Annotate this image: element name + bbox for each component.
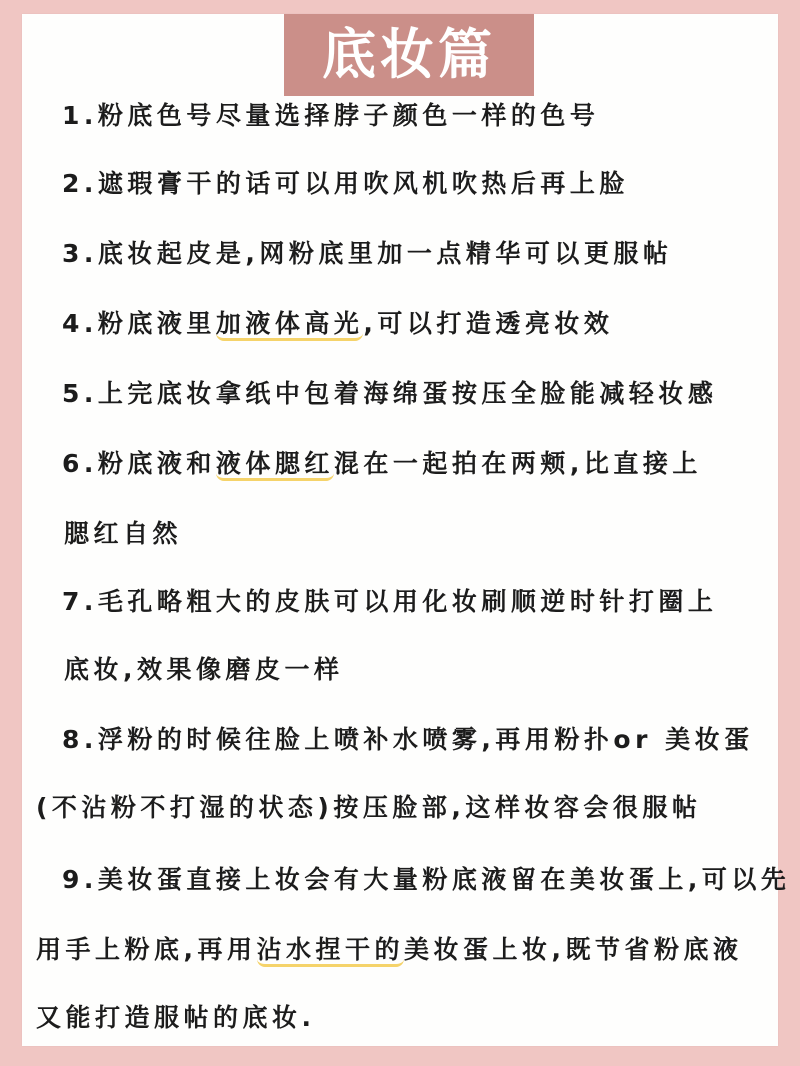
- tip-line-3: 3.底妆起皮是,网粉底里加一点精华可以更服帖: [62, 239, 673, 268]
- tip-line-9-final: 又能打造服帖的底妆.: [36, 1003, 316, 1032]
- tip-line-8-continued: (不沾粉不打湿的状态)按压脸部,这样妆容会很服帖: [36, 793, 702, 822]
- tip-line-6-start: 6.粉底液和: [62, 449, 216, 478]
- tip-line-2: 2.遮瑕膏干的话可以用吹风机吹热后再上脸: [62, 169, 629, 198]
- tip-line-4: [62, 304, 613, 344]
- tip-line-6: [62, 444, 702, 484]
- tip-line-9-start: 用手上粉底,再用: [36, 935, 257, 964]
- tip-line-9-highlight: 沾水捏干的: [257, 935, 405, 967]
- tip-line-7: 7.毛孔略粗大的皮肤可以用化妆刷顺逆时针打圈上: [62, 587, 718, 616]
- tip-line-6-end: 混在一起拍在两颊,比直接上: [333, 449, 702, 478]
- tip-line-7-continued: 底妆,效果像磨皮一样: [64, 655, 344, 684]
- tip-line-8: 8.浮粉的时候往脸上喷补水喷雾,再用粉扑or 美妆蛋: [62, 725, 754, 754]
- tip-line-6-continued: 腮红自然: [64, 519, 183, 548]
- tip-line-6-highlight: 液体腮红: [216, 449, 334, 481]
- tip-line-4-start: 4.粉底液里: [62, 309, 216, 338]
- tip-line-4-end: ,可以打造透亮妆效: [363, 309, 614, 338]
- page-title: 底妆篇: [322, 23, 496, 86]
- tip-line-5: 5.上完底妆拿纸中包着海绵蛋按压全脸能减轻妆感: [62, 379, 718, 408]
- tip-line-9: 9.美妆蛋直接上妆会有大量粉底液留在美妆蛋上,可以先: [62, 865, 791, 894]
- document-page: [22, 14, 791, 1046]
- tip-line-4-highlight: 加液体高光: [216, 309, 364, 341]
- tip-line-9-end: 美妆蛋上妆,既节省粉底液: [404, 935, 743, 964]
- title-banner: [284, 14, 534, 96]
- tip-line-1: 1.粉底色号尽量选择脖子颜色一样的色号: [62, 101, 600, 130]
- tip-line-9-continued: [36, 930, 743, 970]
